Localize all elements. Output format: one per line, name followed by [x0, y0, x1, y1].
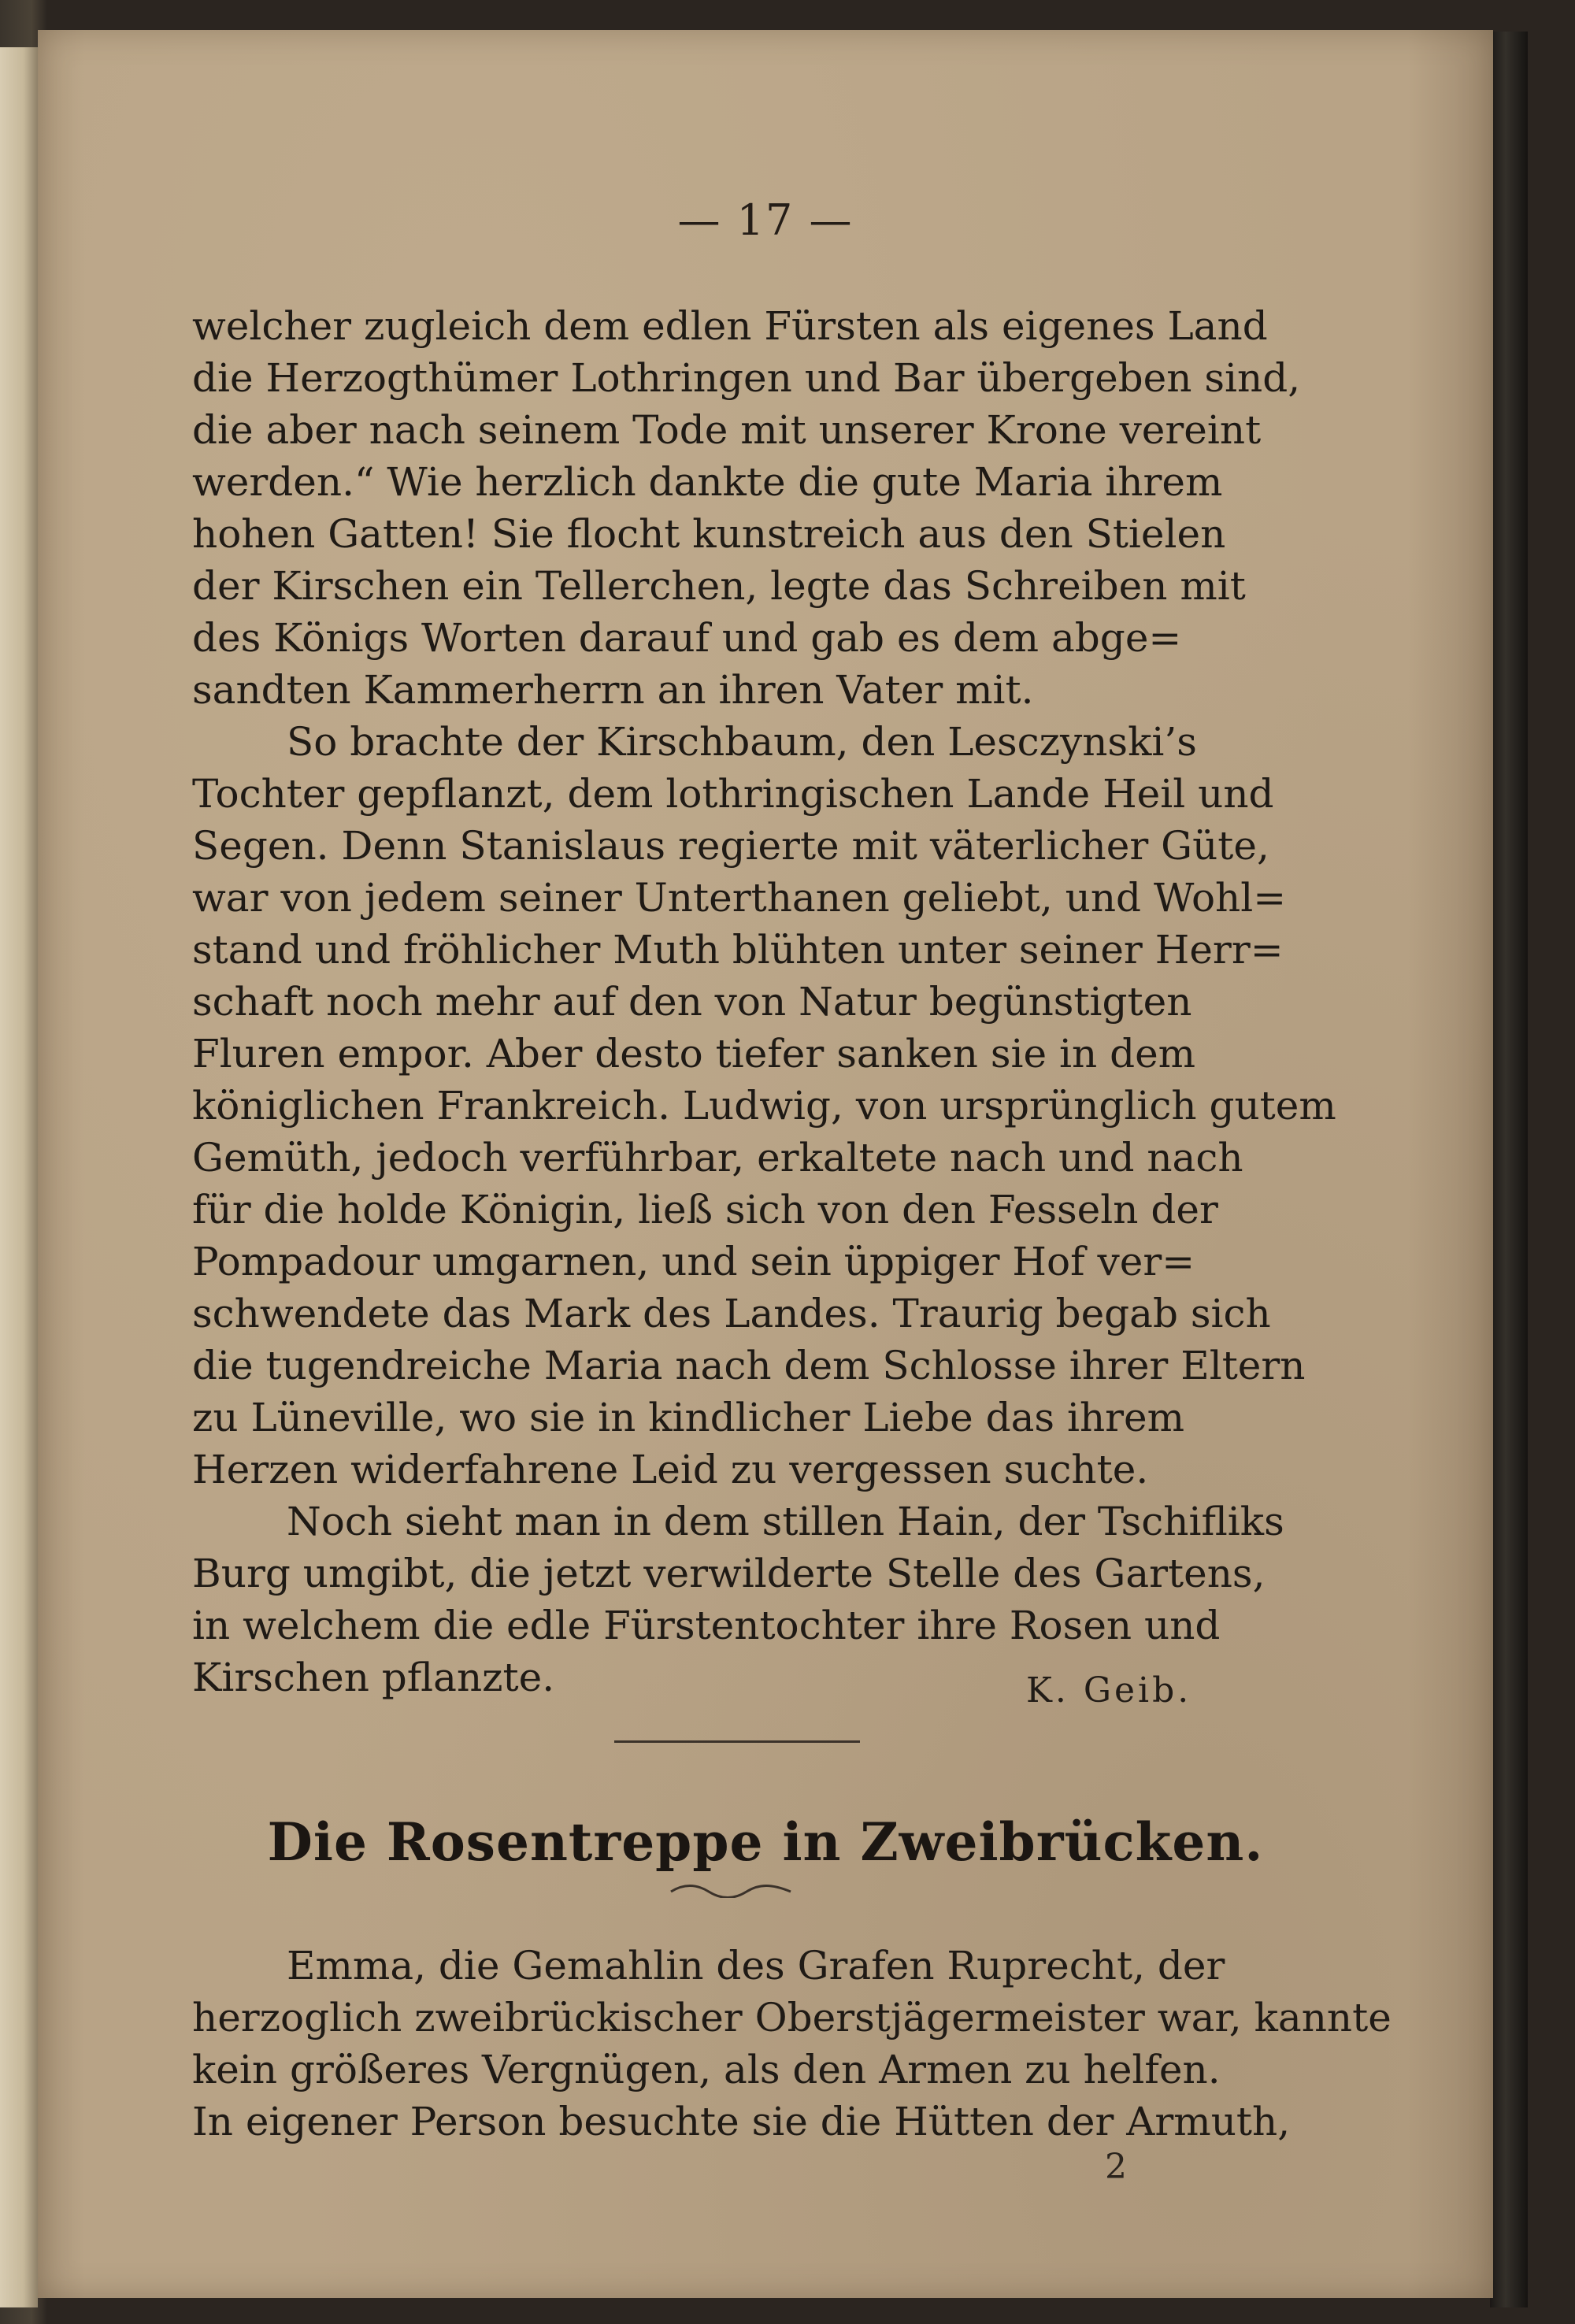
- text-line: Segen. Denn Stanislaus regierte mit väterlicher Güte,: [192, 823, 1269, 869]
- story-title: Die Rosentreppe in Zweibrücken.: [267, 1811, 1264, 1873]
- text-line: In eigener Person besuchte sie die Hütten der Armuth,: [192, 2099, 1291, 2144]
- printer-signature-mark: 2: [1105, 2147, 1127, 2187]
- text-line: schaft noch mehr auf den von Natur begünstigten: [192, 979, 1192, 1025]
- text-line: stand und fröhlicher Muth blühten unter seiner Herr=: [192, 927, 1284, 973]
- section-divider: [614, 1740, 860, 1743]
- story-intro-text: [192, 1940, 1392, 2148]
- text-line: königlichen Frankreich. Ludwig, von ursprünglich gutem: [192, 1083, 1336, 1129]
- ornamental-tilde-divider: [668, 1882, 794, 1898]
- text-line: hohen Gatten! Sie flocht kunstreich aus den Stielen: [192, 511, 1226, 557]
- text-line: für die holde Königin, ließ sich von den Fesseln der: [192, 1187, 1218, 1232]
- text-line: die tugendreiche Maria nach dem Schlosse ihrer Eltern: [192, 1343, 1306, 1388]
- text-line: Herzen widerfahrene Leid zu vergessen suchte.: [192, 1447, 1149, 1492]
- text-line: So brachte der Kirschbaum, den Lesczynski’s: [287, 719, 1197, 765]
- book-page: [38, 30, 1493, 2298]
- text-line: Noch sieht man in dem stillen Hain, der Tschifliks: [287, 1499, 1284, 1544]
- text-line: sandten Kammerherrn an ihren Vater mit.: [192, 667, 1034, 713]
- text-line: der Kirschen ein Tellerchen, legte das Schreiben mit: [192, 563, 1246, 609]
- text-line: herzoglich zweibrückischer Oberstjägermeister war, kannte: [192, 1995, 1392, 2040]
- text-line: in welchem die edle Fürstentochter ihre Rosen und: [192, 1603, 1221, 1648]
- text-line: kein größeres Vergnügen, als den Armen zu helfen.: [192, 2047, 1221, 2092]
- text-line: Burg umgibt, die jetzt verwilderte Stelle des Gartens,: [192, 1551, 1266, 1596]
- text-line: zu Lüneville, wo sie in kindlicher Liebe das ihrem: [192, 1395, 1185, 1440]
- text-line: welcher zugleich dem edlen Fürsten als eigenes Land: [192, 303, 1268, 349]
- text-line: Gemüth, jedoch verführbar, erkaltete nach und nach: [192, 1135, 1243, 1181]
- text-line: schwendete das Mark des Landes. Traurig begab sich: [192, 1291, 1271, 1336]
- text-line: werden.“ Wie herzlich dankte die gute Maria ihrem: [192, 459, 1223, 505]
- book-cover-edge: [1490, 32, 1528, 2307]
- text-line: Kirschen pflanzte.: [192, 1655, 555, 1700]
- text-line: die aber nach seinem Tode mit unserer Krone vereint: [192, 407, 1262, 453]
- text-line: Fluren empor. Aber desto tiefer sanken sie in dem: [192, 1031, 1196, 1077]
- text-line: Emma, die Gemahlin des Grafen Ruprecht, der: [287, 1943, 1225, 1989]
- text-line: Tochter gepflanzt, dem lothringischen Lande Heil und: [192, 771, 1274, 817]
- left-page-edge: [0, 47, 38, 2307]
- story-text-body: [192, 300, 1336, 1703]
- author-signature: K. Geib.: [1026, 1670, 1192, 1711]
- text-line: war von jedem seiner Unterthanen geliebt, und Wohl=: [192, 875, 1287, 921]
- page-number: — 17 —: [677, 195, 854, 245]
- text-line: die Herzogthümer Lothringen und Bar übergeben sind,: [192, 355, 1301, 401]
- text-line: des Königs Worten darauf und gab es dem abge=: [192, 615, 1182, 661]
- text-line: Pompadour umgarnen, und sein üppiger Hof ver=: [192, 1239, 1195, 1284]
